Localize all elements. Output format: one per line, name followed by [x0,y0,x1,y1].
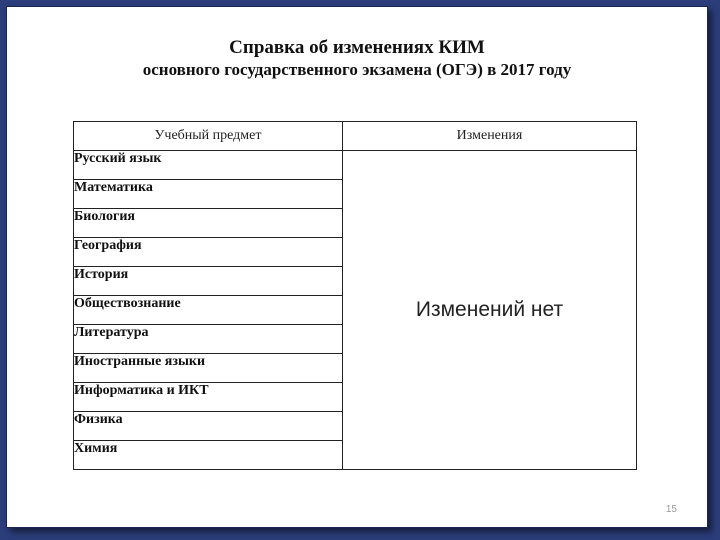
title-line-1: Справка об изменениях КИМ [229,37,485,58]
subject-cell: Математика [74,180,343,209]
header-changes: Изменения [343,122,637,151]
page-number: 15 [665,504,677,515]
subject-cell: Физика [74,412,343,441]
subject-cell: Русский язык [74,151,343,180]
subject-cell: Литература [74,325,343,354]
slide-title [7,37,707,81]
subjects-table [73,121,637,470]
table-header-row [74,122,637,151]
subject-cell: История [74,267,343,296]
title-line-2: основного государственного экзамена (ОГЭ) в 2017 году [142,60,572,79]
subject-cell: Иностранные языки [74,354,343,383]
subject-cell: Биология [74,209,343,238]
header-subject: Учебный предмет [74,122,343,151]
subject-cell: Информатика и ИКТ [74,383,343,412]
subject-cell: Химия [74,441,343,470]
subject-cell: География [74,238,343,267]
slide [6,6,708,528]
changes-cell: Изменений нет [343,151,637,470]
subject-cell: Обществознание [74,296,343,325]
table-row [74,151,637,180]
